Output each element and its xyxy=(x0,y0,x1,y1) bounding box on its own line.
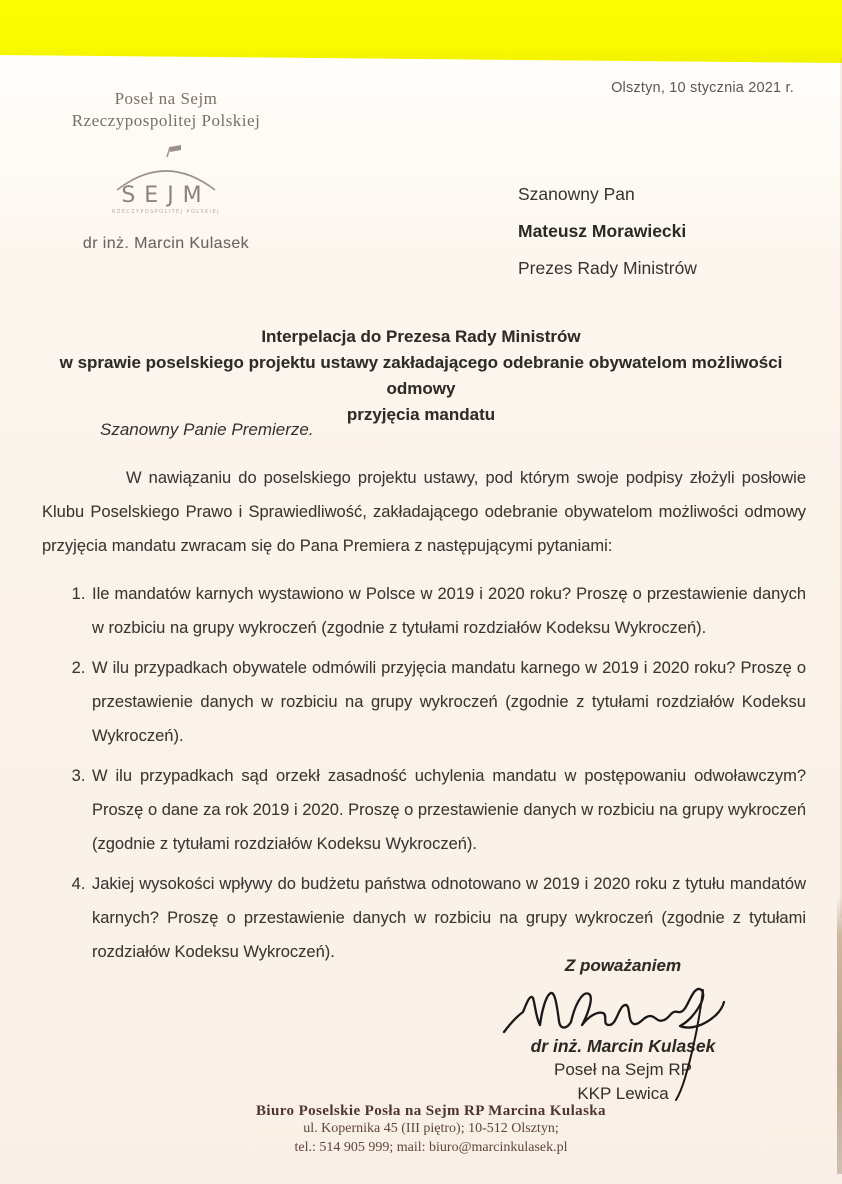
office-title xyxy=(38,88,294,132)
letter-title-line2: w sprawie poselskiego projektu ustawy zakładającego odebranie obywatelom możliwości odmowy xyxy=(59,353,783,398)
footer-office-name: Biuro Poselskie Posła na Sejm RP Marcina Kulaska xyxy=(256,1103,606,1119)
letter-title xyxy=(30,324,812,428)
addressee-role: Prezes Rady Ministrów xyxy=(518,258,697,278)
svg-text:RZECZYPOSPOLITEJ POLSKIEJ: RZECZYPOSPOLITEJ POLSKIEJ xyxy=(112,209,220,215)
salutation: Szanowny Panie Premierze. xyxy=(100,420,314,439)
letter-title-line1: Interpelacja do Prezesa Rady Ministrów xyxy=(261,327,581,346)
dateline: Olsztyn, 10 stycznia 2021 r. xyxy=(611,80,794,96)
office-title-line1: Poseł na Sejm xyxy=(114,89,218,108)
office-footer xyxy=(20,1103,842,1157)
office-title-line2: Rzeczypospolitej Polskiej xyxy=(71,111,261,130)
question-item-4: 4. Jakiej wysokości wpływy do budżetu państwa odnotowano w 2019 i 2020 roku z tytułu mandatów karnych? Proszę o przestawienie danych w rozbiciu na grupy wykroczeń (zgodnie z tytułami rozdziałów Kodeksu Wykroczeń). xyxy=(90,867,806,969)
footer-contact: tel.: 514 905 999; mail: biuro@marcinkulasek.pl xyxy=(294,1139,568,1155)
handwritten-signature-icon xyxy=(498,978,730,1104)
question-item-1: 1. Ile mandatów karnych wystawiono w Polsce w 2019 i 2020 roku? Proszę o przestawienie danych w rozbiciu na grupy wykroczeń (zgodnie z tytułami rozdziałów Kodeksu Wykroczeń). xyxy=(90,577,806,645)
valediction: Z poważaniem xyxy=(564,956,682,975)
footer-address: ul. Kopernika 45 (III piętro); 10-512 Olsztyn; xyxy=(303,1121,559,1136)
scan-yellow-strip xyxy=(0,0,842,64)
signer-name: dr inż. Marcin Kulasek xyxy=(530,1036,716,1056)
svg-text:SEJM: SEJM xyxy=(121,183,211,208)
sejm-dome-icon xyxy=(38,144,294,223)
letterhead xyxy=(38,88,294,253)
question-item-3: 3. W ilu przypadkach sąd orzekł zasadność uchylenia mandatu w postępowaniu odwoławczym? Proszę o dane za rok 2019 i 2020. Proszę o przestawienie danych w rozbiciu na grupy wykroczeń (zgodnie z tytułami rozdziałów Kodeksu Wykroczeń). xyxy=(90,759,806,861)
question-item-2: 2. W ilu przypadkach obywatele odmówili przyjęcia mandatu karnego w 2019 i 2020 roku? Proszę o przestawienie danych w rozbiciu na grupy wykroczeń (zgodnie z tytułami rozdziałów Kodeksu Wykroczeń). xyxy=(90,651,806,753)
signer-club: KKP Lewica xyxy=(577,1084,669,1103)
addressee-salutation: Szanowny Pan xyxy=(518,184,635,204)
intro-paragraph: W nawiązaniu do poselskiego projektu ustawy, pod którym swoje podpisy złożyli posłowie Klubu Poselskiego Prawo i Sprawiedliwość, zakładającego odebranie obywatelom możliwości odmowy przyjęcia mandatu zwracam się do Pana Premiera z następującymi pytaniami: xyxy=(42,469,806,555)
addressee-name: Mateusz Morawiecki xyxy=(518,221,687,241)
signer-title: Poseł na Sejm RP xyxy=(554,1060,692,1079)
letter-title-line3: przyjęcia mandatu xyxy=(346,405,496,424)
sender-name: dr inż. Marcin Kulasek xyxy=(82,235,250,252)
addressee-block xyxy=(518,176,697,287)
questions-list xyxy=(42,577,806,969)
